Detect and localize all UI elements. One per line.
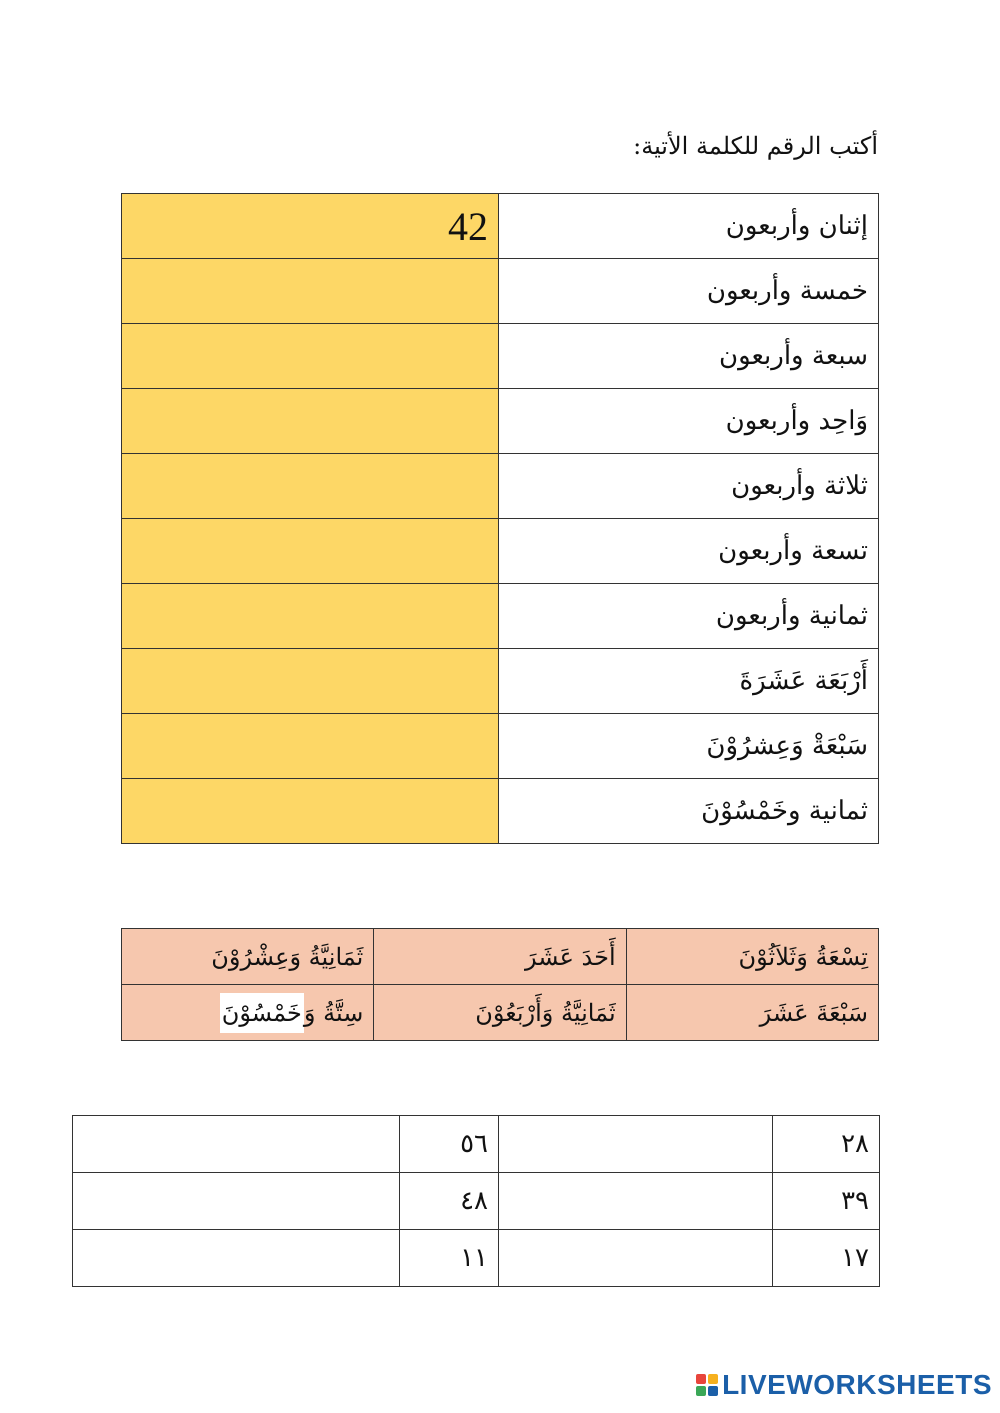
answer-field[interactable] <box>499 1230 773 1287</box>
answer-field[interactable] <box>122 259 499 324</box>
answer-field[interactable] <box>73 1173 400 1230</box>
answer-field[interactable] <box>499 1116 773 1173</box>
exercise-row <box>73 1173 880 1230</box>
exercise-row <box>122 519 879 584</box>
exercise-row <box>122 389 879 454</box>
answer-field[interactable]: 42 <box>122 194 499 259</box>
number-word: ثمانية وأربعون <box>499 584 879 649</box>
answer-field[interactable] <box>122 519 499 584</box>
answer-field[interactable] <box>122 649 499 714</box>
exercise-row <box>122 649 879 714</box>
exercise-row <box>73 1230 880 1287</box>
choice-cell[interactable] <box>122 985 374 1041</box>
number-cell: ٤٨ <box>400 1173 499 1230</box>
number-word: أَرْبَعَة عَشَرَةَ <box>499 649 879 714</box>
number-word: سَبْعَةْ وَعِشرُوْنَ <box>499 714 879 779</box>
choices-row <box>122 985 879 1041</box>
answer-field[interactable] <box>73 1230 400 1287</box>
choice-cell[interactable]: سَبْعَةَ عَشَرَ <box>626 985 878 1041</box>
exercise-row <box>122 454 879 519</box>
exercise-row <box>122 324 879 389</box>
liveworksheets-brand <box>696 1369 992 1401</box>
choice-cell[interactable]: أَحَدَ عَشَرَ <box>374 929 626 985</box>
brand-name: LIVEWORKSHEETS <box>722 1369 992 1400</box>
choice-cell[interactable]: تِسْعَةُ وَثَلاَثُوْنَ <box>626 929 878 985</box>
exercise-row <box>122 259 879 324</box>
exercise-row <box>122 714 879 779</box>
number-word: ثلاثة وأربعون <box>499 454 879 519</box>
number-cell: ٣٩ <box>773 1173 880 1230</box>
number-word: وَاحِد وأربعون <box>499 389 879 454</box>
answer-field[interactable] <box>499 1173 773 1230</box>
exercise-row <box>73 1116 880 1173</box>
number-cell: ٥٦ <box>400 1116 499 1173</box>
number-to-word-table <box>72 1115 880 1287</box>
number-word: تسعة وأربعون <box>499 519 879 584</box>
choices-row <box>122 929 879 985</box>
answer-field[interactable] <box>122 454 499 519</box>
exercise-row <box>122 584 879 649</box>
number-word: سبعة وأربعون <box>499 324 879 389</box>
answer-field[interactable] <box>73 1116 400 1173</box>
choice-cell[interactable]: ثَمَانِيَّةُ وَعِشْرُوْنَ <box>122 929 374 985</box>
choice-text-highlight: خَمْسُوْنَ <box>220 993 304 1033</box>
number-word: إثنان وأربعون <box>499 194 879 259</box>
number-word: خمسة وأربعون <box>499 259 879 324</box>
exercise-row <box>122 194 879 259</box>
answer-field[interactable] <box>122 324 499 389</box>
answer-field[interactable] <box>122 584 499 649</box>
answer-field[interactable] <box>122 714 499 779</box>
word-choices-table <box>121 928 879 1041</box>
liveworksheets-logo-icon <box>696 1374 718 1396</box>
number-word: ثمانية وخَمْسُوْنَ <box>499 779 879 844</box>
exercise-row <box>122 779 879 844</box>
instruction-text: أكتب الرقم للكلمة الأتية: <box>633 132 878 160</box>
number-writing-table <box>121 193 879 844</box>
number-cell: ٢٨ <box>773 1116 880 1173</box>
number-cell: ١٧ <box>773 1230 880 1287</box>
answer-field[interactable] <box>122 779 499 844</box>
choice-cell[interactable]: ثَمَانِيَّةُ وَأَرْبَعُوْنَ <box>374 985 626 1041</box>
answer-field[interactable] <box>122 389 499 454</box>
number-cell: ١١ <box>400 1230 499 1287</box>
choice-text-part: سِتَّةُ وَ <box>303 998 364 1027</box>
